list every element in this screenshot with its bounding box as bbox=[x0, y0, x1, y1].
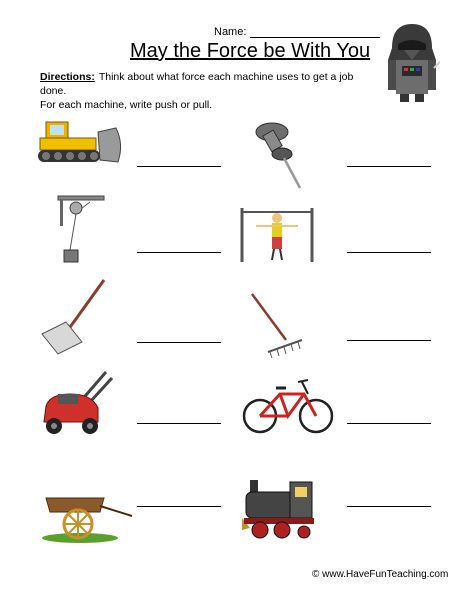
answer-line-rake[interactable] bbox=[347, 340, 431, 341]
swing-icon bbox=[236, 204, 320, 266]
name-row bbox=[214, 26, 380, 38]
helmet-mascot-icon bbox=[384, 20, 440, 102]
pulley-icon bbox=[56, 194, 106, 268]
answer-line-swing[interactable] bbox=[347, 252, 431, 253]
answer-line-train[interactable] bbox=[347, 506, 431, 507]
rake-icon bbox=[248, 292, 304, 360]
train-icon bbox=[240, 476, 316, 540]
worksheet-title: May the Force be With You bbox=[130, 40, 371, 62]
lawnmower-icon bbox=[40, 368, 118, 438]
directions-label: Directions: bbox=[40, 71, 95, 83]
answer-line-shovel[interactable] bbox=[137, 342, 221, 343]
shovel-icon bbox=[40, 276, 110, 356]
answer-line-bulldozer[interactable] bbox=[137, 166, 221, 167]
directions bbox=[40, 70, 380, 112]
copyright-footer: © www.HaveFunTeaching.com bbox=[312, 569, 449, 580]
answer-line-bicycle[interactable] bbox=[347, 423, 431, 424]
answer-line-thumbtack[interactable] bbox=[347, 166, 431, 167]
directions-line-1: Think about what force each machine uses to get a job done. bbox=[40, 71, 354, 97]
answer-line-lawnmower[interactable] bbox=[137, 423, 221, 424]
wagon-icon bbox=[40, 488, 134, 544]
answer-line-wagon[interactable] bbox=[137, 506, 221, 507]
bulldozer-icon bbox=[36, 118, 126, 166]
bicycle-icon bbox=[240, 374, 336, 436]
answer-line-pulley[interactable] bbox=[137, 252, 221, 253]
name-field-line[interactable] bbox=[250, 26, 380, 38]
thumbtack-icon bbox=[252, 118, 306, 190]
name-label: Name: bbox=[214, 26, 247, 38]
directions-line-2: For each machine, write push or pull. bbox=[40, 99, 213, 111]
